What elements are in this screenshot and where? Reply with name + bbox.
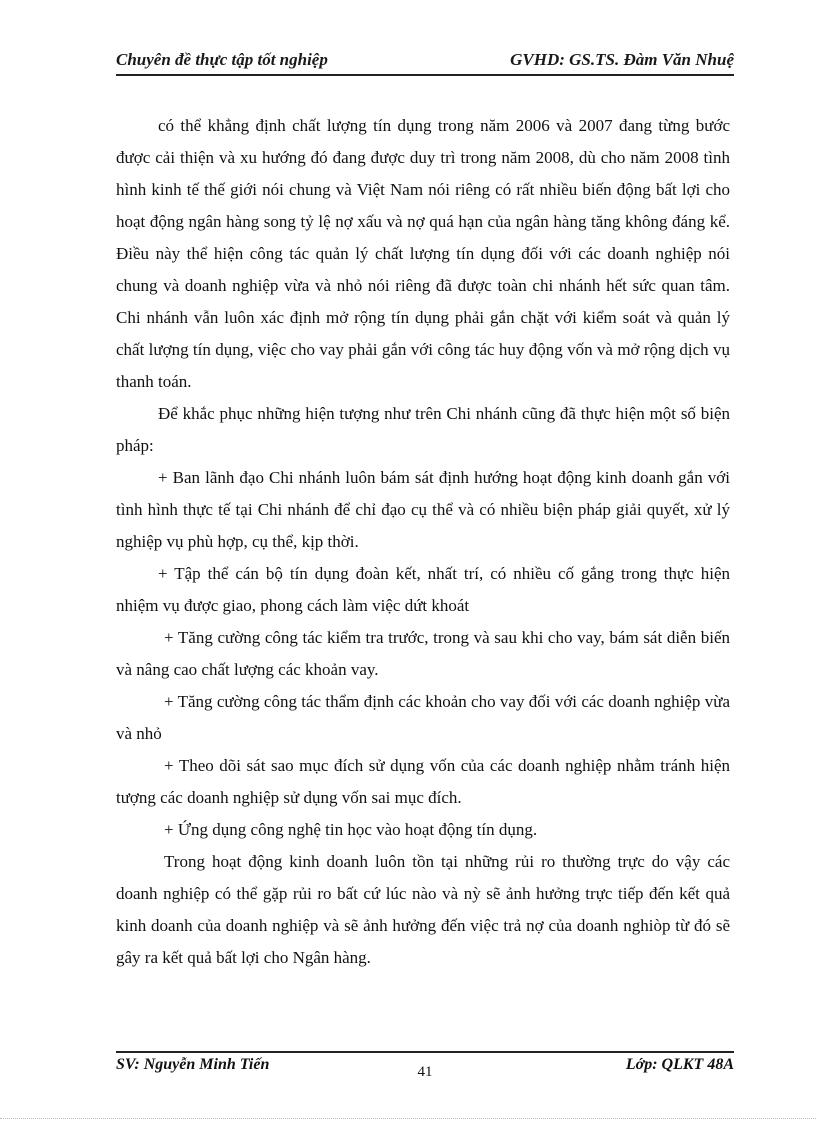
list-item: + Tăng cường công tác thẩm định các khoản cho vay đối với các doanh nghiệp vừa và nhỏ [116,692,730,743]
page-footer [116,1054,734,1084]
document-body [116,110,730,974]
header-divider [116,74,734,76]
page-edge [0,1118,816,1119]
list-item: + Tập thể cán bộ tín dụng đoàn kết, nhất trí, có nhiều cố gắng trong thực hiện nhiệm vụ được giao, phong cách làm việc dứt khoát [116,564,730,615]
list-item: + Tăng cường công tác kiểm tra trước, trong và sau khi cho vay, bám sát diễn biến và nâng cao chất lượng các khoản vay. [116,628,730,679]
page-number: 41 [417,1064,433,1080]
header-title: Chuyên đề thực tập tốt nghiệp [116,50,328,69]
paragraph: Để khắc phục những hiện tượng như trên Chi nhánh cũng đã thực hiện một số biện pháp: [116,404,730,455]
header-advisor: GVHD: GS.TS. Đàm Văn Nhuệ [510,50,734,69]
footer-divider [116,1051,734,1053]
footer-student: SV: Nguyễn Minh Tiến [116,1056,270,1073]
list-item: + Theo dõi sát sao mục đích sử dụng vốn của các doanh nghiệp nhằm tránh hiện tượng các doanh nghiệp sử dụng vốn sai mục đích. [116,756,730,807]
list-item: + Ứng dụng công nghệ tin học vào hoạt động tín dụng. [164,820,538,839]
paragraph: có thể khẳng định chất lượng tín dụng trong năm 2006 và 2007 đang từng bước được cải thiện và xu hướng đó đang được duy trì trong năm 2008, dù cho năm 2008 tình hình kinh tế thế giới nói chung và Việt Nam nói riêng có rất nhiều biến động bất lợi cho hoạt động ngân hàng song tỷ lệ nợ xấu và nợ quá hạn của ngân hàng tăng không đáng kể. Điều này thể hiện công tác quản lý chất lượng tín dụng đối với các doanh nghiệp nói chung và doanh nghiệp vừa và nhỏ nói riêng đã được toàn chi nhánh hết sức quan tâm. Chi nhánh vẫn luôn xác định mở rộng tín dụng phải gắn chặt với kiểm soát và quản lý chất lượng tín dụng, việc cho vay phải gắn với công tác huy động vốn và mở rộng dịch vụ thanh toán. [116,116,730,391]
paragraph: Trong hoạt động kinh doanh luôn tồn tại những rủi ro thường trực do vậy các doanh nghiệp có thể gặp rủi ro bất cứ lúc nào và nỳ sẽ ảnh hưởng trực tiếp đến kết quả kinh doanh của doanh nghiệp và sẽ ảnh hưởng đến việc trả nợ của doanh nghiòp từ đó sẽ gây ra kết quả bất lợi cho Ngân hàng. [116,852,730,967]
page-header [116,48,734,74]
list-item: + Ban lãnh đạo Chi nhánh luôn bám sát định hướng hoạt động kinh doanh gắn với tình hình thực tế tại Chi nhánh để chỉ đạo cụ thể và có nhiều biện pháp giải quyết, xử lý nghiệp vụ phù hợp, cụ thể, kịp thời. [116,468,730,551]
footer-class: Lớp: QLKT 48A [625,1056,734,1073]
